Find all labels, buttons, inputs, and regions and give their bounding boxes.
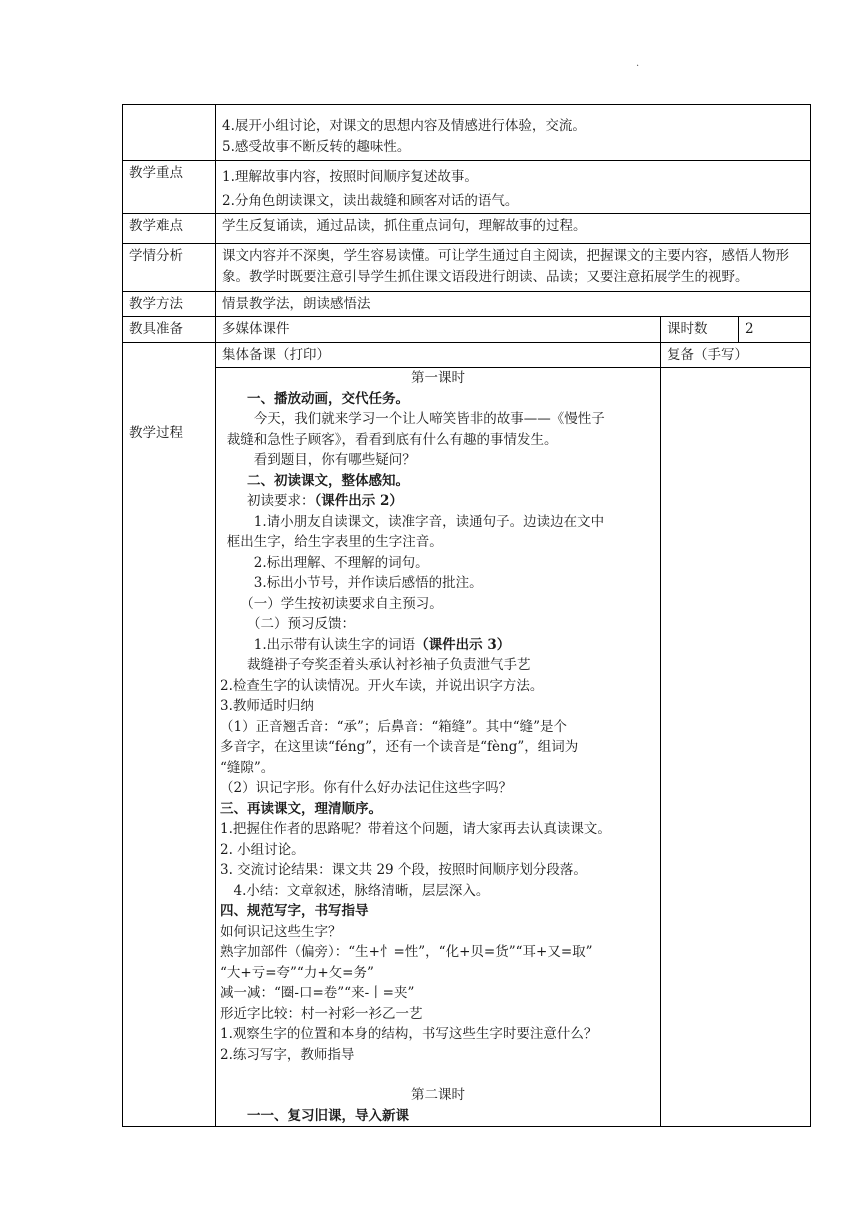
col-review-header: 复备（手写）	[661, 342, 811, 368]
methods-label: 教学方法	[123, 291, 216, 317]
section1-heading: 一、播放动画，交代任务。	[247, 390, 409, 407]
process-content	[216, 368, 661, 1127]
s3-item-4: 4.小结：文章叙述，脉络清晰，层层深入。	[233, 882, 490, 899]
analysis-label: 学情分析	[123, 243, 216, 291]
objectives-row	[123, 105, 811, 161]
s2-step-a: （一）学生按初读要求自主预习。	[240, 595, 443, 612]
s2-note-1: （1）正音翘舌音：“承”；后鼻音：“箱缝”。其中“缝”是个	[220, 718, 567, 735]
key-points-row	[123, 161, 811, 214]
s3-item-2: 2. 小组讨论。	[220, 841, 305, 858]
key-point-2: 2.分角色朗读课文，读出裁缝和顾客对话的语气。	[222, 192, 519, 209]
objectives-label-cell	[123, 105, 216, 161]
s2-note-1b: 多音字，在这里读“féng”，还有一个读音是“fèng”，组词为	[220, 739, 579, 755]
objective-item-5: 5.感受故事不断反转的趣味性。	[222, 138, 411, 155]
process-label: 教学过程	[129, 424, 183, 441]
s2-step-b3: 3.教师适时归纳	[220, 698, 314, 714]
s2-step-b1-prefix: 1.出示带有认读生字的词语	[253, 636, 416, 653]
analysis-row	[123, 243, 811, 291]
s1-paragraph-1: 今天，我们就来学习一个让人啼笑皆非的故事——《慢性子	[253, 411, 605, 427]
s2-requirement	[220, 491, 656, 512]
methods-row	[123, 291, 811, 317]
s2-requirement-prefix: 初读要求：	[247, 493, 315, 509]
process-label-cell	[123, 342, 216, 1127]
s2-req-2: 2.标出理解、不理解的词句。	[253, 554, 429, 571]
s2-requirement-ref: （课件出示 2）	[314, 493, 403, 509]
review-notes-cell	[661, 368, 811, 1127]
tools-text: 多媒体课件	[216, 317, 661, 343]
s2-word-list: 裁缝褂子夸奖歪着头承认衬衫袖子负责泄气手艺	[247, 657, 531, 673]
s2-step-b2: 2.检查生字的认读情况。开火车读，并说出识字方法。	[220, 677, 544, 694]
s4-answer-4: 1.观察生字的位置和本身的结构，书写这些生字时要注意什么？	[220, 1026, 598, 1042]
s3-item-1: 1.把握住作者的思路呢？带着这个问题，请大家再去认真读课文。	[220, 821, 611, 837]
objectives-cell	[216, 105, 811, 161]
process-content-row	[123, 368, 811, 1127]
s4-answer-1b: “大+亏=夸”“力+攵=务”	[220, 964, 374, 981]
section4-heading: 四、规范写字，书写指导	[220, 903, 369, 919]
s4-question: 如何识记这些生字？	[220, 923, 342, 940]
s4-answer-2: 减一减：“圈-口=卷”“来-丨=夹”	[220, 985, 415, 1001]
col-main-header: 集体备课（打印）	[216, 342, 661, 368]
difficulties-text: 学生反复诵读，通过品读，抓住重点词句，理解故事的过程。	[216, 214, 811, 244]
s1-paragraph-1b: 裁缝和急性子顾客》，看看到底有什么有趣的事情发生。	[226, 431, 558, 448]
s1-paragraph-2: 看到题目，你有哪些疑问？	[253, 452, 416, 468]
hours-value: 2	[739, 317, 811, 343]
s4-answer-3: 形近字比较：村一衬彩一衫乙一艺	[220, 1005, 423, 1022]
key-points-cell	[216, 161, 811, 214]
s4-answer-1: 熟字加部件（偏旁）：“生+忄=性”，“化+贝=货”“耳+又=取”	[220, 944, 593, 960]
difficulties-label: 教学难点	[123, 214, 216, 244]
s2-note-1c: “缝隙”。	[220, 759, 275, 776]
process-header-row	[123, 342, 811, 368]
lesson1-title: 第一课时	[411, 370, 465, 386]
tools-row	[123, 317, 811, 343]
methods-text: 情景教学法，朗读感悟法	[216, 291, 811, 317]
analysis-text: 课文内容并不深奥，学生容易读懂。可让学生通过自主阅读，把握课文的主要内容，感悟人物形象。教学时既要注意引导学生抓住课文语段进行朗读、品读；又要注意拓展学生的视野。	[216, 243, 811, 291]
tools-label: 教具准备	[123, 317, 216, 343]
lesson2-title: 第二课时	[411, 1087, 465, 1103]
lesson-plan-table	[122, 104, 811, 1127]
s2-req-1: 1.请小朋友自读课文，读准字音，读通句子。边读边在文中	[253, 513, 605, 530]
s2-step-b: （二）预习反馈：	[247, 616, 355, 632]
difficulties-row	[123, 214, 811, 244]
section2-heading: 二、初读课文，整体感知。	[247, 472, 409, 489]
s4-answer-5: 2.练习写字，教师指导	[220, 1046, 355, 1063]
s2-note-2: （2）识记字形。你有什么好办法记住这些字吗？	[220, 780, 513, 796]
s2-step-b1-ref: （课件出示 3）	[415, 636, 511, 653]
lesson2-heading: 一一、复习旧课，导入新课	[247, 1107, 409, 1124]
page-mark: .	[636, 58, 640, 69]
section3-heading: 三、再读课文，理清顺序。	[220, 800, 382, 817]
s2-req-1b: 框出生字，给生字表里的生字注音。	[226, 534, 443, 550]
hours-label: 课时数	[661, 317, 739, 343]
key-point-1: 1.理解故事内容，按照时间顺序复述故事。	[222, 169, 478, 185]
objective-item-4: 4.展开小组讨论，对课文的思想内容及情感进行体验，交流。	[222, 118, 586, 134]
key-points-label: 教学重点	[123, 161, 216, 214]
s2-step-b1	[220, 635, 656, 656]
s2-req-3: 3.标出小节号，并作读后感悟的批注。	[253, 575, 483, 591]
s3-item-3: 3. 交流讨论结果：课文共 29 个段，按照时间顺序划分段落。	[220, 862, 587, 878]
spacer	[220, 1065, 656, 1085]
